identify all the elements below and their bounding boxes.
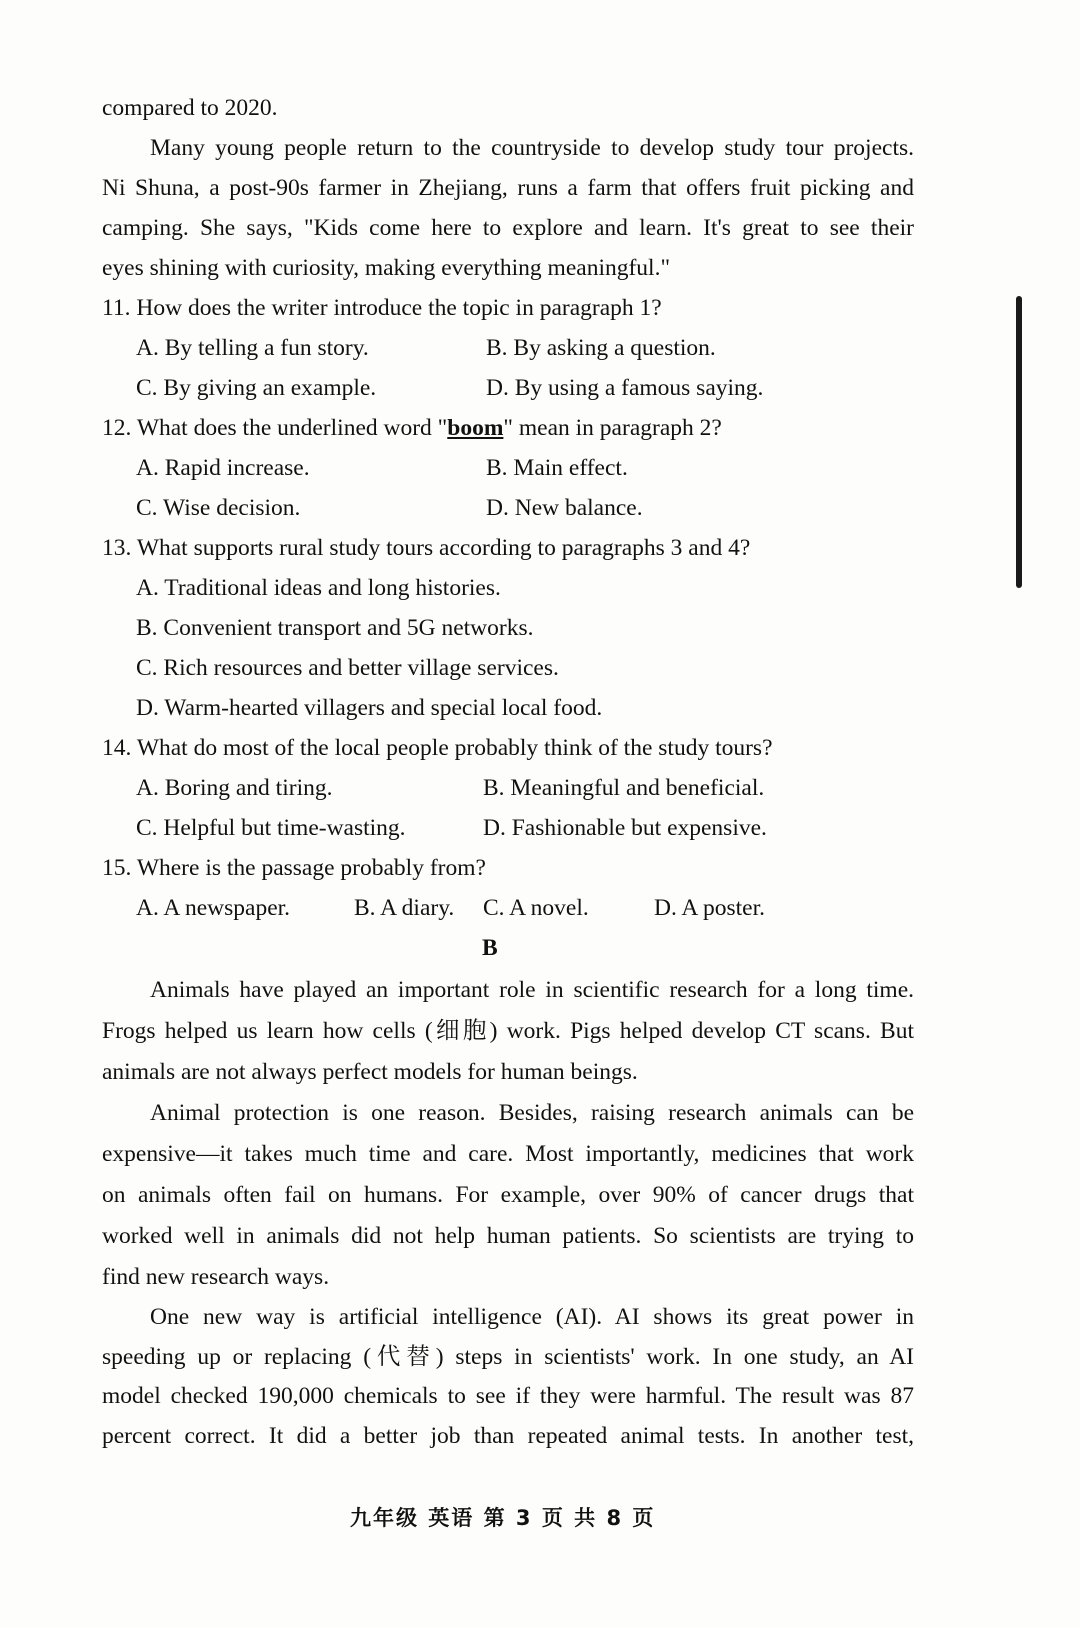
section-heading-b: B [482, 935, 498, 961]
q12-option-a: A. Rapid increase. [136, 455, 310, 481]
q11-option-d: D. By using a famous saying. [486, 375, 764, 401]
q11-option-b: B. By asking a question. [486, 335, 716, 361]
passage-line: animals are not always perfect models for human beings. [102, 1059, 638, 1085]
question-13-stem: 13. What supports rural study tours according to paragraphs 3 and 4? [102, 535, 751, 561]
q12-option-d: D. New balance. [486, 495, 643, 521]
q11-option-c: C. By giving an example. [136, 375, 377, 401]
question-11-stem: 11. How does the writer introduce the topic in paragraph 1? [102, 295, 662, 321]
passage-line: on animals often fail on humans. For example, over 90% of cancer drugs that [102, 1182, 914, 1208]
q14-option-d: D. Fashionable but expensive. [483, 815, 767, 841]
passage-line: percent correct. It did a better job than repeated animal tests. In another test, [102, 1423, 914, 1449]
q14-option-a: A. Boring and tiring. [136, 775, 333, 801]
q15-option-b: B. A diary. [354, 895, 455, 921]
underlined-word: boom [447, 415, 504, 441]
passage-line: Frogs helped us learn how cells (细胞) work. Pigs helped develop CT scans. But [102, 1018, 914, 1044]
margin-mark [1016, 296, 1022, 588]
q13-option-b: B. Convenient transport and 5G networks. [136, 615, 534, 641]
passage-line: Animal protection is one reason. Besides, raising research animals can be [150, 1100, 914, 1126]
passage-line: compared to 2020. [102, 95, 278, 121]
passage-line: Many young people return to the countryside to develop study tour projects. [150, 135, 914, 161]
q15-option-d: D. A poster. [654, 895, 765, 921]
q13-option-a: A. Traditional ideas and long histories. [136, 575, 501, 601]
passage-line: model checked 190,000 chemicals to see if they were harmful. The result was 87 [102, 1383, 914, 1409]
passage-line: expensive—it takes much time and care. Most importantly, medicines that work [102, 1141, 914, 1167]
passage-line: speeding up or replacing (代替) steps in scientists' work. In one study, an AI [102, 1344, 914, 1370]
page-footer: 九年级 英语 第 3 页 共 8 页 [350, 1506, 656, 1530]
passage-line: camping. She says, "Kids come here to explore and learn. It's great to see their [102, 215, 914, 241]
passage-line: Ni Shuna, a post-90s farmer in Zhejiang, runs a farm that offers fruit picking and [102, 175, 914, 201]
q15-option-a: A. A newspaper. [136, 895, 291, 921]
q14-option-c: C. Helpful but time-wasting. [136, 815, 406, 841]
q14-option-b: B. Meaningful and beneficial. [483, 775, 765, 801]
q15-option-c: C. A novel. [483, 895, 589, 921]
passage-line: find new research ways. [102, 1264, 330, 1290]
q11-option-a: A. By telling a fun story. [136, 335, 369, 361]
q13-option-c: C. Rich resources and better village services. [136, 655, 559, 681]
q13-option-d: D. Warm-hearted villagers and special local food. [136, 695, 603, 721]
question-14-stem: 14. What do most of the local people probably think of the study tours? [102, 735, 773, 761]
q12-option-c: C. Wise decision. [136, 495, 301, 521]
passage-line: Animals have played an important role in scientific research for a long time. [150, 977, 914, 1003]
question-12-stem: 12. What does the underlined word "boom" mean in paragraph 2? [102, 415, 722, 441]
passage-line: worked well in animals did not help human patients. So scientists are trying to [102, 1223, 914, 1249]
question-15-stem: 15. Where is the passage probably from? [102, 855, 486, 881]
passage-line: eyes shining with curiosity, making everything meaningful." [102, 255, 671, 281]
q12-option-b: B. Main effect. [486, 455, 628, 481]
passage-line: One new way is artificial intelligence (AI). AI shows its great power in [150, 1304, 914, 1330]
